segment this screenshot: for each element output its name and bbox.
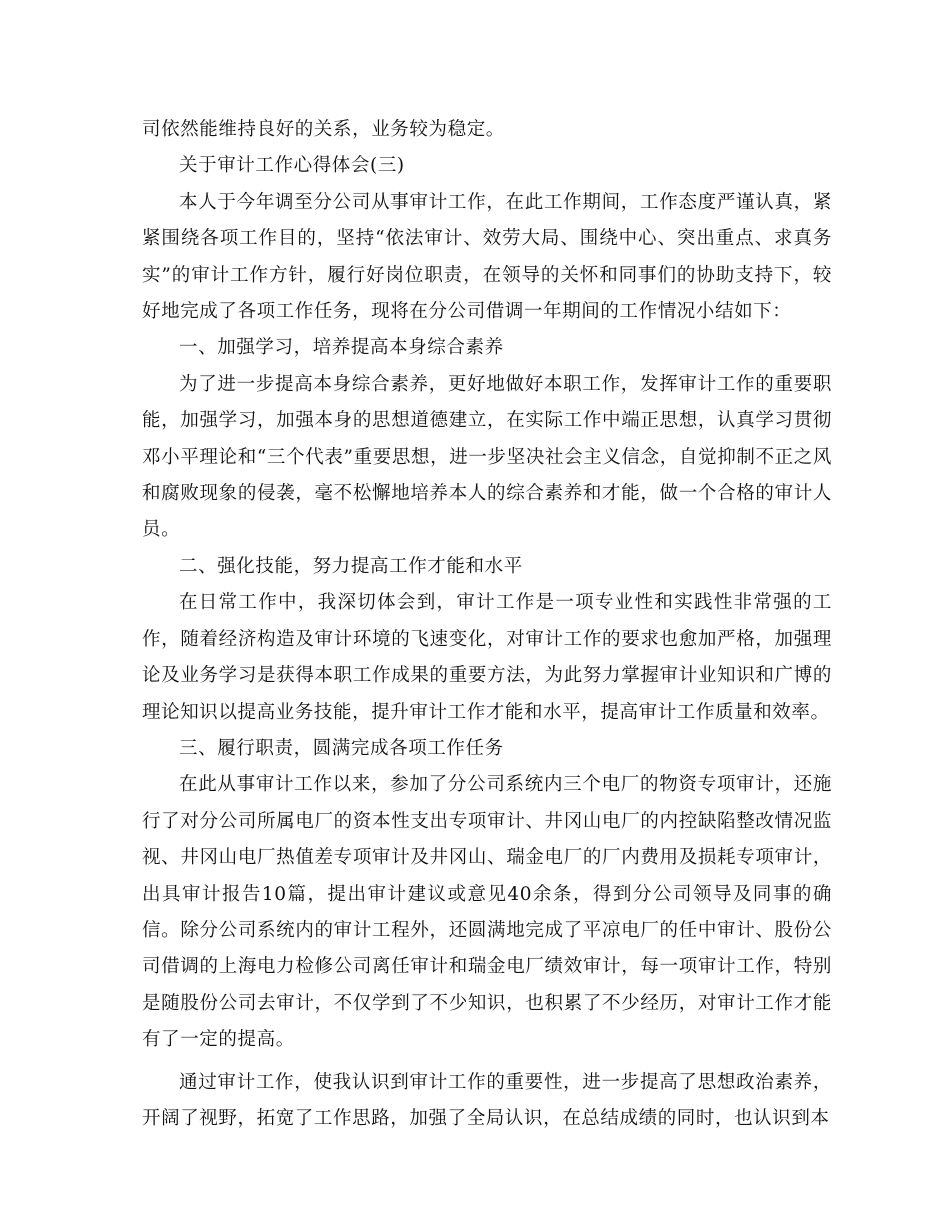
paragraph-continuation: 司依然能维持良好的关系，业务较为稳定。 (142, 119, 505, 140)
heading-one: 一、加强学习，培养提高本身综合素养 (179, 337, 504, 359)
paragraph-skills: 在日常工作中，我深切体会到，审计工作是一项专业性和实践性非常强的工作，随着经济构造及审计环境的飞速变化，对审计工作的要求也愈加严格，加强理论及业务学习是获得本职工作成果的重要方法，为此努力掌握审计业知识和广博的理论知识以提高业务技能，提升审计工作才能和水平，提高审计工作质量和效率。 (142, 592, 832, 723)
document-body (142, 112, 832, 1137)
paragraph-intro: 本人于今年调至分公司从事审计工作，在此工作期间，工作态度严谨认真，紧紧围绕各项工作目的，坚持“依法审计、效劳大局、围绕中心、突出重点、求真务实”的审计工作方针，履行好岗位职责，在领导的关怀和同事们的协助支持下，较好地完成了各项工作任务，现将在分公司借调一年期间的工作情况小结如下： (142, 191, 832, 323)
paragraph-duties: 在此从事审计工作以来，参加了分公司系统内三个电厂的物资专项审计，还施行了对分公司所属电厂的资本性支出专项审计、井冈山电厂的内控缺陷整改情况监视、井冈山电厂热值差专项审计及井冈山、瑞金电厂的厂内费用及损耗专项审计，出具审计报告10篇，提出审计建议或意见40余条，得到分公司领导及同事的确信。除分公司系统内的审计工程外，还圆满地完成了平凉电厂的任中审计、股份公司借调的上海电力检修公司离任审计和瑞金电厂绩效审计，每一项审计工作，特别是随股份公司去审计，不仅学到了不少知识，也积累了不少经历，对审计工作才能有了一定的提高。 (142, 774, 832, 1051)
paragraph-study: 为了进一步提高本身综合素养，更好地做好本职工作，发挥审计工作的重要职能，加强学习，加强本身的思想道德建立，在实际工作中端正思想，认真学习贯彻邓小平理论和“三个代表”重要思想，进一步坚决社会主义信念，自觉抑制不正之风和腐败现象的侵袭，毫不松懈地培养本人的综合素养和才能，做一个合格的审计人员。 (142, 373, 832, 541)
section-title: 关于审计工作心得体会(三) (179, 155, 405, 177)
heading-two: 二、强化技能，努力提高工作才能和水平 (179, 555, 523, 577)
paragraph-reflection: 通过审计工作，使我认识到审计工作的重要性，进一步提高了思想政治素养，开阔了视野，拓宽了工作思路，加强了全局认识，在总结成绩的同时，也认识到本 (142, 1071, 832, 1129)
heading-three: 三、履行职责，圆满完成各项工作任务 (179, 737, 504, 759)
